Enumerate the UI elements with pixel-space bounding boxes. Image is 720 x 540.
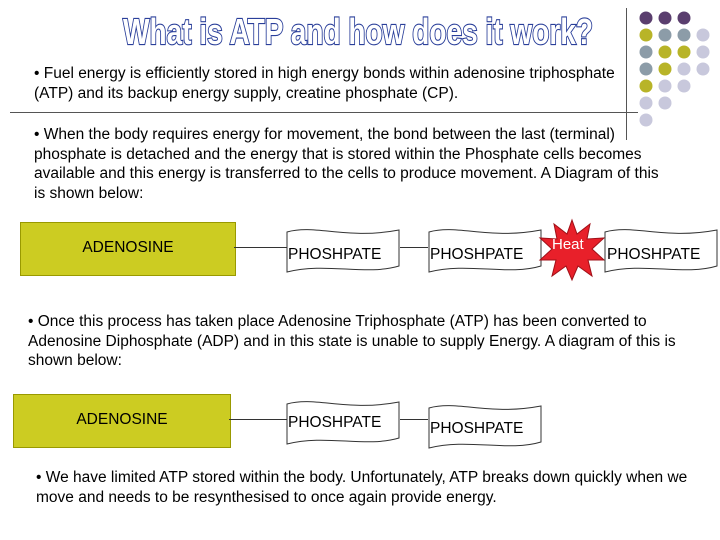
phosphate-label-2: PHOSHPATE bbox=[430, 420, 524, 437]
phosphate-label-1: PHOSHPATE bbox=[288, 414, 382, 431]
adenosine-box bbox=[13, 394, 231, 448]
decorative-dot bbox=[659, 63, 672, 76]
decorative-dot bbox=[640, 46, 653, 59]
decorative-dot bbox=[640, 97, 653, 110]
decorative-dot bbox=[659, 29, 672, 42]
decorative-dot bbox=[640, 29, 653, 42]
adenosine-label: ADENOSINE bbox=[76, 411, 168, 428]
phosphate-label-1: PHOSHPATE bbox=[288, 246, 382, 263]
decorative-dot bbox=[678, 63, 691, 76]
bullet-energy-release: • When the body requires energy for movement, the bond between the last (terminal) phosphate is detached and the energy that is stored within the Phosphate cells becomes available and this energy is transferred to the cells to produce movement. A Diagram of this is shown below: bbox=[34, 126, 659, 202]
decorative-dot bbox=[678, 80, 691, 93]
bullet-fuel-energy: • Fuel energy is efficiently stored in high energy bonds within adenosine triphosphate (ATP) and its backup energy supply, creatine phosphate (CP). bbox=[34, 65, 615, 102]
title-text: What is ATP and how does it work? bbox=[123, 11, 593, 52]
bond-line bbox=[400, 247, 428, 248]
decorative-dot bbox=[697, 46, 710, 59]
decorative-dot bbox=[640, 63, 653, 76]
decorative-dot bbox=[678, 29, 691, 42]
phosphate-label-2: PHOSHPATE bbox=[430, 246, 524, 263]
adenosine-label: ADENOSINE bbox=[82, 239, 174, 256]
phosphate-label-3: PHOSHPATE bbox=[607, 246, 701, 263]
decorative-dot bbox=[659, 46, 672, 59]
bullet-limited-atp: • We have limited ATP stored within the body. Unfortunately, ATP breaks down quickly when we move and needs to be resynthesised to once again provide energy. bbox=[36, 469, 688, 506]
decorative-horizontal-line bbox=[10, 112, 638, 113]
heat-label: Heat bbox=[552, 236, 584, 253]
page-title bbox=[118, 6, 598, 54]
decorative-dot bbox=[678, 46, 691, 59]
decorative-dot bbox=[640, 80, 653, 93]
bond-line bbox=[234, 247, 288, 248]
bullet-adp-conversion: • Once this process has taken place Adenosine Triphosphate (ATP) has been converted to Adenosine Diphosphate (ADP) and in this state is unable to supply Energy. A diagram of this is shown below: bbox=[28, 313, 676, 369]
decorative-dot bbox=[659, 97, 672, 110]
decorative-dot bbox=[659, 80, 672, 93]
decorative-dot bbox=[640, 12, 653, 25]
decorative-dot bbox=[659, 12, 672, 25]
bond-line bbox=[229, 419, 287, 420]
adenosine-box bbox=[20, 222, 236, 276]
bond-line bbox=[400, 419, 428, 420]
decorative-dot bbox=[697, 29, 710, 42]
decorative-dot bbox=[678, 12, 691, 25]
decorative-dot bbox=[697, 63, 710, 76]
